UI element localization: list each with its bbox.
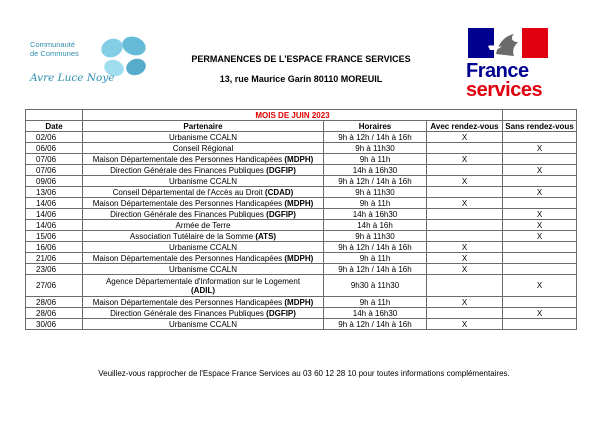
- cell-date: 14/06: [26, 198, 83, 209]
- cell-hours: 9h30 à 11h30: [324, 275, 427, 297]
- logo-fs-line2: services: [466, 79, 543, 101]
- table-row: [26, 264, 577, 275]
- table-row: [26, 319, 577, 330]
- cell-partner: [83, 297, 324, 308]
- cell-with-appointment: X: [427, 264, 503, 275]
- table-row: [26, 297, 577, 308]
- cell-with-appointment: [427, 231, 503, 242]
- cell-with-appointment: X: [427, 319, 503, 330]
- table-row: [26, 220, 577, 231]
- partner-acronym: (DGFIP): [266, 308, 296, 318]
- page-title: PERMANENCES DE L'ESPACE FRANCE SERVICES: [191, 54, 411, 64]
- marianne-flag-icon: [468, 28, 548, 58]
- cell-hours: 9h à 12h / 14h à 16h: [324, 242, 427, 253]
- partner-name: Urbanisme CCALN: [168, 242, 238, 252]
- partner-acronym: (MDPH): [284, 198, 314, 208]
- cell-partner: [83, 275, 324, 297]
- cell-with-appointment: [427, 220, 503, 231]
- cell-with-appointment: [427, 143, 503, 154]
- cell-with-appointment: X: [427, 242, 503, 253]
- logo-cc-line1: Communauté: [30, 40, 76, 49]
- cell-partner: [83, 220, 324, 231]
- table-row: [26, 253, 577, 264]
- cell-with-appointment: [427, 187, 503, 198]
- cell-hours: 9h à 12h / 14h à 16h: [324, 319, 427, 330]
- partner-acronym: (MDPH): [284, 253, 314, 263]
- partner-name: Conseil Régional: [172, 143, 234, 153]
- logo-cc-name: Avre Luce Noye: [30, 72, 115, 84]
- cell-hours: 14h à 16h30: [324, 308, 427, 319]
- header-date: Date: [26, 121, 83, 132]
- cell-partner: [83, 154, 324, 165]
- table-row: [26, 275, 577, 297]
- table-row: [26, 242, 577, 253]
- cell-without-appointment: [503, 198, 577, 209]
- cell-with-appointment: X: [427, 198, 503, 209]
- cell-without-appointment: [503, 242, 577, 253]
- header-without-appointment: Sans rendez-vous: [503, 121, 577, 132]
- cell-date: 21/06: [26, 253, 83, 264]
- cell-date: 06/06: [26, 143, 83, 154]
- partner-name: Maison Départementale des Personnes Handicapées: [92, 253, 285, 263]
- logo-france-services: [462, 26, 558, 102]
- logo-communaute-de-communes: [26, 34, 156, 92]
- table-row: [26, 176, 577, 187]
- cell-partner: [83, 319, 324, 330]
- header-hours: Horaires: [324, 121, 427, 132]
- cell-with-appointment: [427, 275, 503, 297]
- cell-hours: 9h à 11h30: [324, 231, 427, 242]
- month-row: [26, 110, 577, 121]
- cell-hours: 14h à 16h30: [324, 209, 427, 220]
- cell-without-appointment: X: [503, 220, 577, 231]
- cell-partner: [83, 198, 324, 209]
- logo-cc-text: [30, 40, 79, 58]
- cell-partner: [83, 264, 324, 275]
- cell-date: 07/06: [26, 165, 83, 176]
- table-row: [26, 132, 577, 143]
- cell-without-appointment: [503, 297, 577, 308]
- schedule-table: [25, 109, 577, 330]
- header-row: [26, 121, 577, 132]
- footer-note: Veuillez-vous rapprocher de l'Espace France Services au 03 60 12 28 10 pour toutes informations complémentaires.: [98, 369, 510, 378]
- cell-without-appointment: [503, 319, 577, 330]
- cell-date: 16/06: [26, 242, 83, 253]
- cell-with-appointment: [427, 209, 503, 220]
- cell-without-appointment: X: [503, 187, 577, 198]
- cell-partner: [83, 176, 324, 187]
- cell-hours: 9h à 11h: [324, 154, 427, 165]
- table-row: [26, 198, 577, 209]
- partner-acronym: (DGFIP): [266, 209, 296, 219]
- partner-name: Urbanisme CCALN: [168, 319, 238, 329]
- partner-name: Urbanisme CCALN: [168, 132, 238, 142]
- cell-with-appointment: [427, 308, 503, 319]
- cell-without-appointment: X: [503, 209, 577, 220]
- cell-hours: 9h à 11h30: [324, 187, 427, 198]
- cell-without-appointment: [503, 264, 577, 275]
- cell-with-appointment: X: [427, 297, 503, 308]
- cell-hours: 14h à 16h: [324, 220, 427, 231]
- partner-name: Maison Départementale des Personnes Handicapées: [92, 297, 285, 307]
- cell-date: 30/06: [26, 319, 83, 330]
- cell-date: 14/06: [26, 220, 83, 231]
- partner-acronym: (ATS): [255, 231, 277, 241]
- partner-name: Direction Générale des Finances Publiques: [110, 209, 267, 219]
- cell-date: 23/06: [26, 264, 83, 275]
- cell-hours: 9h à 11h: [324, 253, 427, 264]
- partner-name: Maison Départementale des Personnes Handicapées: [92, 154, 285, 164]
- cell-partner: [83, 308, 324, 319]
- partner-acronym: (MDPH): [284, 297, 314, 307]
- partner-name: Association Tutélaire de la Somme: [129, 231, 256, 241]
- cell-date: 09/06: [26, 176, 83, 187]
- cell-with-appointment: [427, 165, 503, 176]
- cell-partner: [83, 187, 324, 198]
- cell-partner: [83, 209, 324, 220]
- address: 13, rue Maurice Garin 80110 MOREUIL: [219, 74, 383, 84]
- partner-name: Conseil Départemental de l'Accès au Droit: [112, 187, 265, 197]
- cell-without-appointment: [503, 253, 577, 264]
- cell-hours: 9h à 11h: [324, 297, 427, 308]
- logo-cc-line2: de Communes: [30, 49, 79, 58]
- cell-date: 27/06: [26, 275, 83, 297]
- table-row: [26, 165, 577, 176]
- table-row: [26, 143, 577, 154]
- cell-hours: 9h à 12h / 14h à 16h: [324, 264, 427, 275]
- partner-name: Maison Départementale des Personnes Handicapées: [92, 198, 285, 208]
- cell-date: 28/06: [26, 297, 83, 308]
- partner-name: Armée de Terre: [175, 220, 231, 230]
- table-row: [26, 187, 577, 198]
- table-row: [26, 154, 577, 165]
- cell-date: 15/06: [26, 231, 83, 242]
- header-with-appointment: Avec rendez-vous: [427, 121, 503, 132]
- cell-with-appointment: X: [427, 132, 503, 143]
- cell-partner: [83, 231, 324, 242]
- cell-hours: 9h à 12h / 14h à 16h: [324, 132, 427, 143]
- partner-name: Direction Générale des Finances Publiques: [110, 165, 267, 175]
- table-row: [26, 308, 577, 319]
- header-partner: Partenaire: [83, 121, 324, 132]
- cell-without-appointment: X: [503, 165, 577, 176]
- cell-without-appointment: [503, 132, 577, 143]
- cell-partner: [83, 253, 324, 264]
- cell-without-appointment: [503, 154, 577, 165]
- cell-partner: [83, 143, 324, 154]
- partner-acronym: (MDPH): [284, 154, 314, 164]
- cell-date: 13/06: [26, 187, 83, 198]
- partner-acronym: (ADIL): [191, 285, 215, 295]
- cell-hours: 9h à 11h: [324, 198, 427, 209]
- partner-acronym: (CDAD): [264, 187, 294, 197]
- partner-acronym: (DGFIP): [266, 165, 296, 175]
- partner-name: Direction Générale des Finances Publiques: [110, 308, 267, 318]
- cell-hours: 14h à 16h30: [324, 165, 427, 176]
- cell-without-appointment: X: [503, 275, 577, 297]
- cell-hours: 9h à 12h / 14h à 16h: [324, 176, 427, 187]
- cell-date: 07/06: [26, 154, 83, 165]
- month-label: MOIS DE JUIN 2023: [83, 110, 503, 121]
- partner-name: Urbanisme CCALN: [168, 176, 238, 186]
- cell-date: 14/06: [26, 209, 83, 220]
- cell-partner: [83, 132, 324, 143]
- cell-hours: 9h à 11h30: [324, 143, 427, 154]
- cell-date: 02/06: [26, 132, 83, 143]
- cell-without-appointment: X: [503, 308, 577, 319]
- cell-without-appointment: X: [503, 231, 577, 242]
- cell-without-appointment: X: [503, 143, 577, 154]
- partner-name: Urbanisme CCALN: [168, 264, 238, 274]
- partner-name: Agence Départementale d'Information sur le Logement: [105, 276, 301, 286]
- cell-partner: [83, 242, 324, 253]
- cell-with-appointment: X: [427, 154, 503, 165]
- cell-with-appointment: X: [427, 253, 503, 264]
- cell-partner: [83, 165, 324, 176]
- table-row: [26, 231, 577, 242]
- cell-date: 28/06: [26, 308, 83, 319]
- table-row: [26, 209, 577, 220]
- cell-without-appointment: [503, 176, 577, 187]
- logo-fs-line1: France: [466, 60, 529, 82]
- cell-with-appointment: X: [427, 176, 503, 187]
